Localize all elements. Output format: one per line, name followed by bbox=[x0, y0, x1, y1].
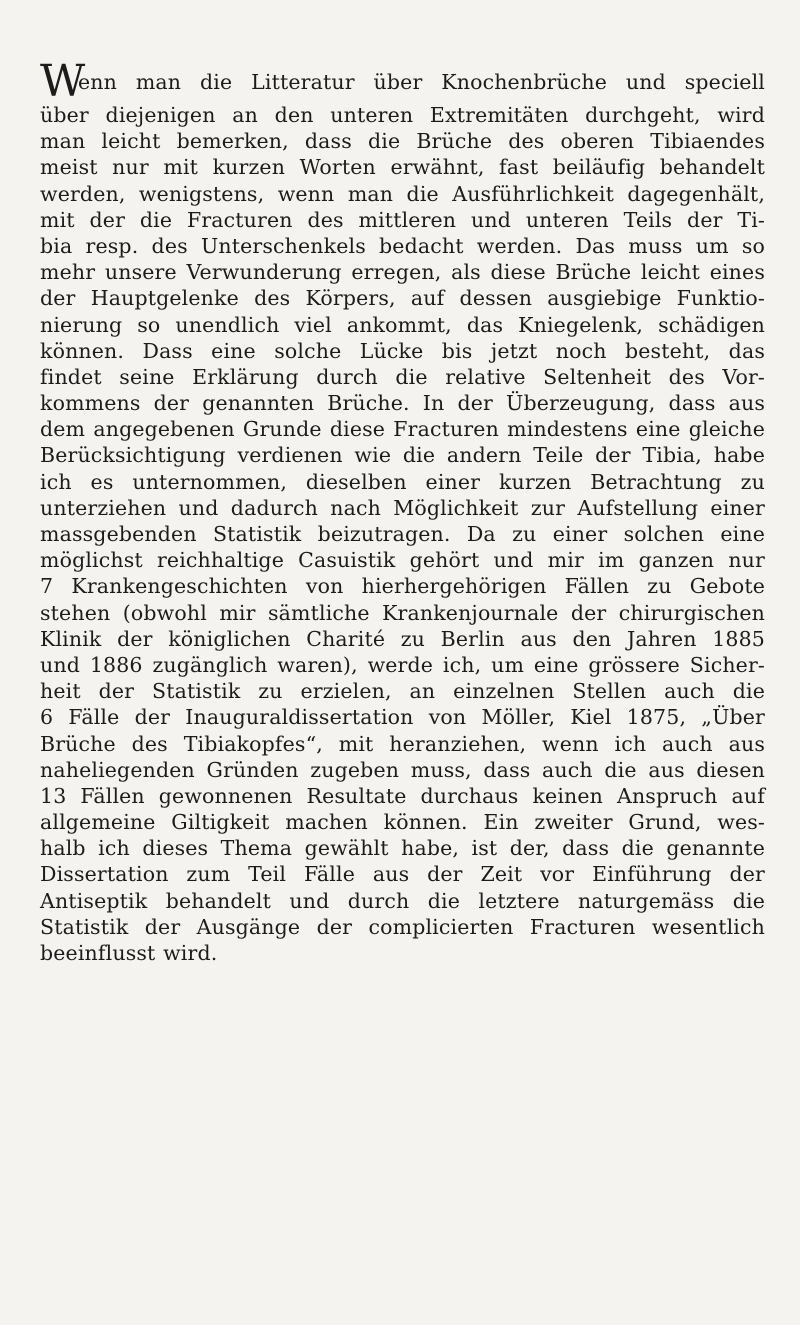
text-line: bia resp. des Unterschenkels bedacht werden. Das muss um so bbox=[40, 233, 765, 258]
text-line: stehen (obwohl mir sämtliche Krankenjournale der chirurgischen bbox=[40, 600, 765, 625]
text-line: über diejenigen an den unteren Extremitäten durchgeht, wird bbox=[40, 103, 765, 127]
text-line: nierung so unendlich viel ankommt, das Kniegelenk, schädigen bbox=[40, 312, 765, 337]
text-line: kommens der genannten Brüche. In der Überzeugung, dass aus bbox=[40, 391, 765, 416]
text-line: 7 Krankengeschichten von hierhergehörigen Fällen zu Gebote bbox=[40, 574, 765, 599]
text-line: dem angegebenen Grunde diese Fracturen mindestens eine gleiche bbox=[40, 417, 765, 442]
text-line: und 1886 zugänglich waren), werde ich, um eine grössere Sicher- bbox=[40, 652, 765, 677]
text-line: möglichst reichhaltige Casuistik gehört und mir im ganzen nur bbox=[40, 548, 765, 573]
text-line: Brüche des Tibiakopfes“, mit heranziehen, wenn ich auch aus bbox=[40, 731, 765, 756]
text-line: mehr unsere Verwunderung erregen, als diese Brüche leicht eines bbox=[40, 260, 765, 285]
paragraph-first-line bbox=[40, 56, 765, 107]
text-line-final: beeinflusst wird. bbox=[40, 941, 218, 965]
text-body bbox=[40, 56, 765, 966]
text-line: ich es unternommen, dieselben einer kurzen Betrachtung zu bbox=[40, 469, 765, 494]
text-line: Antiseptik behandelt und durch die letztere naturgemäss die bbox=[40, 888, 765, 913]
text-line: 6 Fälle der Inauguraldissertation von Möller, Kiel 1875, „Über bbox=[40, 705, 765, 730]
text-line: Berücksichtigung verdienen wie die andern Teile der Tibia, habe bbox=[40, 443, 765, 468]
text-line: allgemeine Giltigkeit machen können. Ein zweiter Grund, wes- bbox=[40, 810, 765, 835]
text-line: Klinik der königlichen Charité zu Berlin aus den Jahren 1885 bbox=[40, 626, 765, 651]
text-line: Dissertation zum Teil Fälle aus der Zeit vor Einführung der bbox=[40, 862, 765, 887]
text-line: heit der Statistik zu erzielen, an einzelnen Stellen auch die bbox=[40, 679, 765, 704]
text-line: meist nur mit kurzen Worten erwähnt, fast beiläufig behandelt bbox=[40, 155, 765, 180]
text-line: mit der die Fracturen des mittleren und unteren Teils der Ti- bbox=[40, 207, 765, 232]
first-line-text: enn man die Litteratur über Knochenbrüche und speciell bbox=[78, 70, 765, 94]
text-line: massgebenden Statistik beizutragen. Da zu einer solchen eine bbox=[40, 522, 765, 546]
text-line: unterziehen und dadurch nach Möglichkeit zur Aufstellung einer bbox=[40, 495, 765, 520]
text-line: halb ich dieses Thema gewählt habe, ist der, dass die genannte bbox=[40, 836, 765, 861]
text-line: 13 Fällen gewonnenen Resultate durchaus keinen Anspruch auf bbox=[40, 783, 765, 808]
drop-cap: W bbox=[40, 56, 86, 107]
text-line: können. Dass eine solche Lücke bis jetzt noch besteht, das bbox=[40, 338, 765, 363]
text-line: werden, wenigstens, wenn man die Ausführlichkeit dagegenhält, bbox=[40, 181, 765, 206]
text-line: naheliegenden Gründen zugeben muss, dass auch die aus diesen bbox=[40, 757, 765, 782]
text-line: man leicht bemerken, dass die Brüche des oberen Tibiaendes bbox=[40, 129, 765, 154]
text-line: Statistik der Ausgänge der complicierten Fracturen wesentlich bbox=[40, 914, 765, 939]
text-line: der Hauptgelenke des Körpers, auf dessen ausgiebige Funktio- bbox=[40, 286, 765, 311]
text-line: findet seine Erklärung durch die relative Seltenheit des Vor- bbox=[40, 364, 765, 389]
